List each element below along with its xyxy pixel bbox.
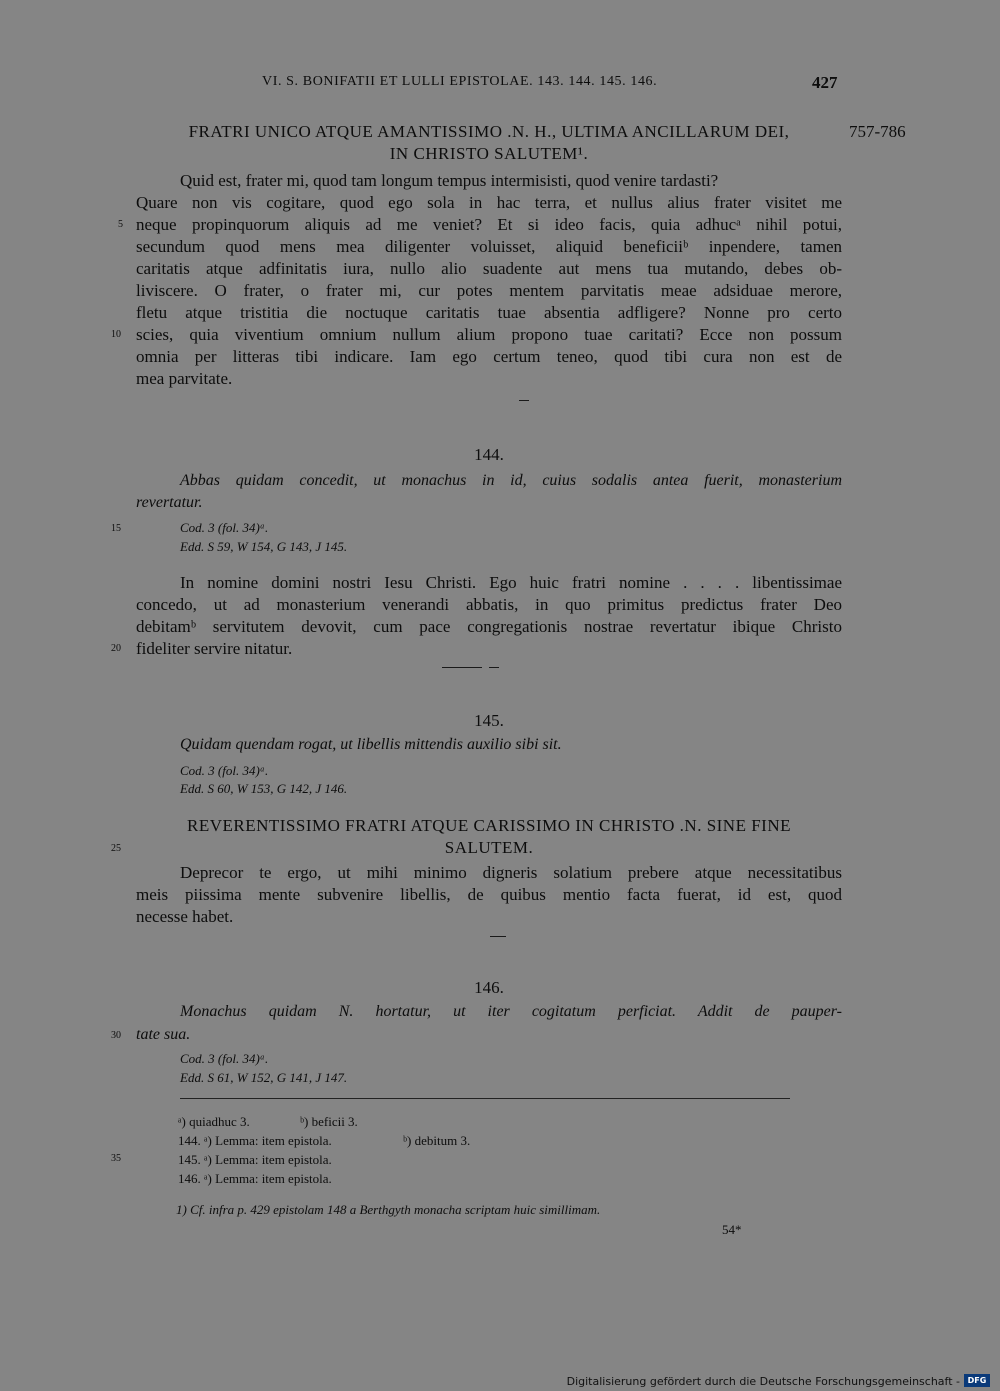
line-number: 35	[111, 1153, 121, 1164]
letter146-summary-line1: Monachus quidam N. hortatur, ut iter cogitatum perficiat. Addit de pauper-	[180, 1003, 842, 1020]
separator-rule	[490, 936, 506, 937]
letter146-summary-line2: tate sua.	[136, 1026, 191, 1043]
letter143-body-line: scies, quia viventium omnium nullum alium propono tuae caritati? Ecce non possum	[136, 325, 842, 344]
footnote-145-a: 145. ᵃ) Lemma: item epistola.	[178, 1152, 332, 1167]
letter145-number: 145.	[474, 711, 504, 730]
letter143-body-line: fletu atque tristitia die noctuque caritatis tuae absentia adfligere? Nonne pro certo	[136, 303, 842, 322]
letter143-body-line: neque propinquorum aliquis ad me veniet? Et si ideo facis, quia adhucᵃ nihil potui,	[136, 215, 842, 234]
letter143-body-line: mea parvitate.	[136, 369, 233, 388]
letter143-body-line: Quare non vis cogitare, quod ego sola in hac terra, et nullus alius frater visitet me	[136, 193, 842, 212]
letter146-editions: Edd. S 61, W 152, G 141, J 147.	[180, 1070, 348, 1085]
footer-credit: Digitalisierung gefördert durch die Deutsche Forschungsgemeinschaft -	[566, 1375, 960, 1388]
letter143-body-line: omnia per litteras tibi indicare. Iam ego certum teneo, quod tibi cura non est de	[136, 347, 842, 366]
line-number: 20	[111, 643, 121, 654]
dfg-logo: DFG	[964, 1374, 990, 1387]
separator-rule	[442, 667, 482, 668]
line-number: 5	[118, 219, 123, 230]
line-number: 30	[111, 1030, 121, 1041]
letter144-summary-line1: Abbas quidam concedit, ut monachus in id, cuius sodalis antea fuerit, monasterium	[180, 472, 842, 489]
footnote-b: ᵇ) beficii 3.	[300, 1114, 358, 1129]
letter143-heading-line2: IN CHRISTO SALUTEM¹.	[389, 144, 589, 163]
letter145-heading-line2: SALUTEM.	[444, 838, 534, 857]
letter144-editions: Edd. S 59, W 154, G 143, J 145.	[180, 539, 348, 554]
letter143-body-line: liviscere. O frater, o frater mi, cur potes mentem parvitatis meae adsiduae merore,	[136, 281, 842, 300]
letter145-summary: Quidam quendam rogat, ut libellis mittendis auxilio sibi sit.	[180, 736, 562, 753]
line-number: 15	[111, 523, 121, 534]
letter143-body-line: secundum quod mens mea diligenter voluisset, aliquid beneficiiᵇ inpendere, tamen	[136, 237, 842, 256]
footnote-146-a: 146. ᵃ) Lemma: item epistola.	[178, 1171, 332, 1186]
running-title: VI. S. BONIFATII ET LULLI EPISTOLAE. 143. 144. 145. 146.	[262, 74, 658, 89]
footnote-144-a: 144. ᵃ) Lemma: item epistola.	[178, 1133, 332, 1148]
letter145-body-line: necesse habet.	[136, 907, 234, 926]
footnote-a: ᵃ) quiadhuc 3.	[178, 1114, 250, 1129]
letter145-codex: Cod. 3 (fol. 34)ᵃ.	[180, 763, 269, 778]
footnote-rule	[180, 1098, 790, 1099]
footnote-144-b: ᵇ) debitum 3.	[403, 1133, 471, 1148]
footnote-1: 1) Cf. infra p. 429 epistolam 148 a Berthgyth monacha scriptam huic simillimam.	[176, 1202, 601, 1217]
letter144-body-line: concedo, ut ad monasterium venerandi abbatis, in quo primitus predictus frater Deo	[136, 595, 842, 614]
line-number: 25	[111, 843, 121, 854]
letter145-heading-line1: REVERENTISSIMO FRATRI ATQUE CARISSIMO IN CHRISTO .N. SINE FINE	[186, 816, 791, 835]
sheet-signature: 54*	[722, 1222, 742, 1237]
letter145-body-line: meis piissima mente subvenire libellis, de quibus mentio facta fuerat, id est, quod	[136, 885, 842, 904]
letter146-number: 146.	[474, 978, 504, 997]
letter145-body-line: Deprecor te ergo, ut mihi minimo digneris solatium prebere atque necessitatibus	[180, 863, 842, 882]
separator-rule	[519, 400, 529, 401]
page-number: 427	[812, 73, 838, 92]
digitization-footer	[0, 1371, 1000, 1391]
letter146-codex: Cod. 3 (fol. 34)ᵃ.	[180, 1051, 269, 1066]
letter144-body-line: debitamᵇ servitutem devovit, cum pace congregationis nostrae revertatur ibique Christo	[136, 617, 842, 636]
letter144-body-line: In nomine domini nostri Iesu Christi. Ego huic fratri nomine . . . . libentissimae	[180, 573, 842, 592]
letter144-body-line: fideliter servire nitatur.	[136, 639, 293, 658]
letter143-body-line: caritatis atque adfinitatis iura, nullo alio suadente aut mens tua mutando, debes ob-	[136, 259, 842, 278]
letter143-heading-line1: FRATRI UNICO ATQUE AMANTISSIMO .N. H., ULTIMA ANCILLARUM DEI,	[188, 122, 790, 141]
letter144-codex: Cod. 3 (fol. 34)ᵃ.	[180, 520, 269, 535]
letter145-editions: Edd. S 60, W 153, G 142, J 146.	[180, 781, 348, 796]
separator-rule	[489, 667, 499, 668]
date-margin-note: 757-786	[849, 122, 906, 141]
letter143-body-line: Quid est, frater mi, quod tam longum tempus intermisisti, quod venire tardasti?	[180, 171, 719, 190]
letter144-summary-line2: revertatur.	[136, 494, 203, 511]
line-number: 10	[111, 329, 121, 340]
letter144-number: 144.	[474, 445, 504, 464]
